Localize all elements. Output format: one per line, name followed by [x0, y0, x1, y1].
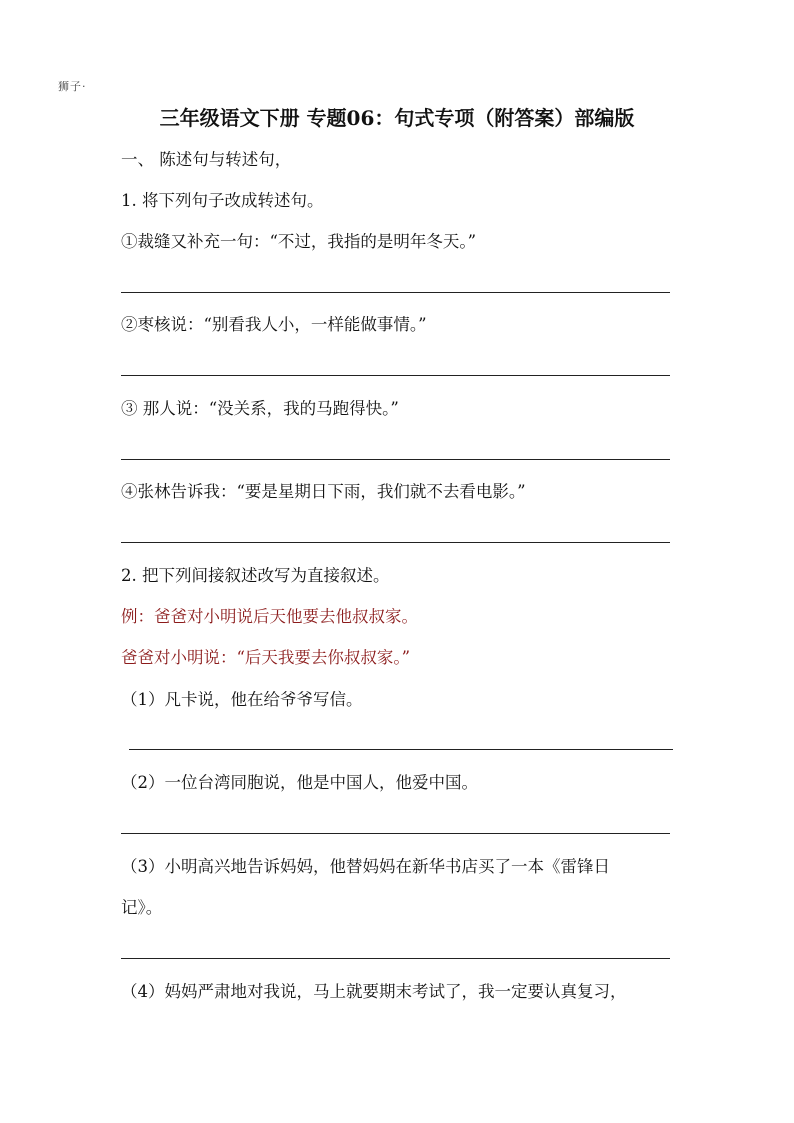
- example-direct: 爸爸对小明说：“后天我要去你叔叔家。”: [121, 648, 411, 667]
- q2-item-1: （1）凡卡说，他在给爷爷写信。: [121, 690, 363, 709]
- answer-line: [121, 375, 670, 376]
- question-2-label: 2. 把下列间接叙述改写为直接叙述。: [121, 566, 390, 585]
- q1-item-2: ②枣核说：“别看我人小，一样能做事情。”: [121, 315, 427, 334]
- q1-item-4: ④张林告诉我：“要是星期日下雨，我们就不去看电影。”: [121, 482, 526, 501]
- example-indirect: 例：爸爸对小明说后天他要去他叔叔家。: [121, 607, 418, 626]
- section-heading: 一、 陈述句与转述句，: [121, 150, 292, 169]
- q1-item-3: ③ 那人说：“没关系，我的马跑得快。”: [121, 399, 399, 418]
- question-1-label: 1. 将下列句子改成转述句。: [121, 191, 324, 210]
- answer-line: [121, 833, 670, 834]
- corner-watermark: 狮子·: [58, 80, 87, 93]
- answer-line: [121, 459, 670, 460]
- q1-item-1: ①裁缝又补充一句：“不过，我指的是明年冬天。”: [121, 232, 477, 251]
- answer-line: [121, 542, 670, 543]
- answer-line: [129, 749, 673, 750]
- q2-item-3-cont: 记》。: [121, 898, 163, 917]
- q2-item-3: （3）小明高兴地告诉妈妈，他替妈妈在新华书店买了一本《雷锋日: [121, 857, 610, 876]
- q2-item-4: （4）妈妈严肃地对我说，马上就要期末考试了，我一定要认真复习，: [121, 982, 627, 1001]
- answer-line: [121, 292, 670, 293]
- q2-item-2: （2）一位台湾同胞说，他是中国人，他爱中国。: [121, 773, 478, 792]
- answer-line: [121, 958, 670, 959]
- page-title: 三年级语文下册 专题06：句式专项（附答案）部编版: [159, 106, 635, 130]
